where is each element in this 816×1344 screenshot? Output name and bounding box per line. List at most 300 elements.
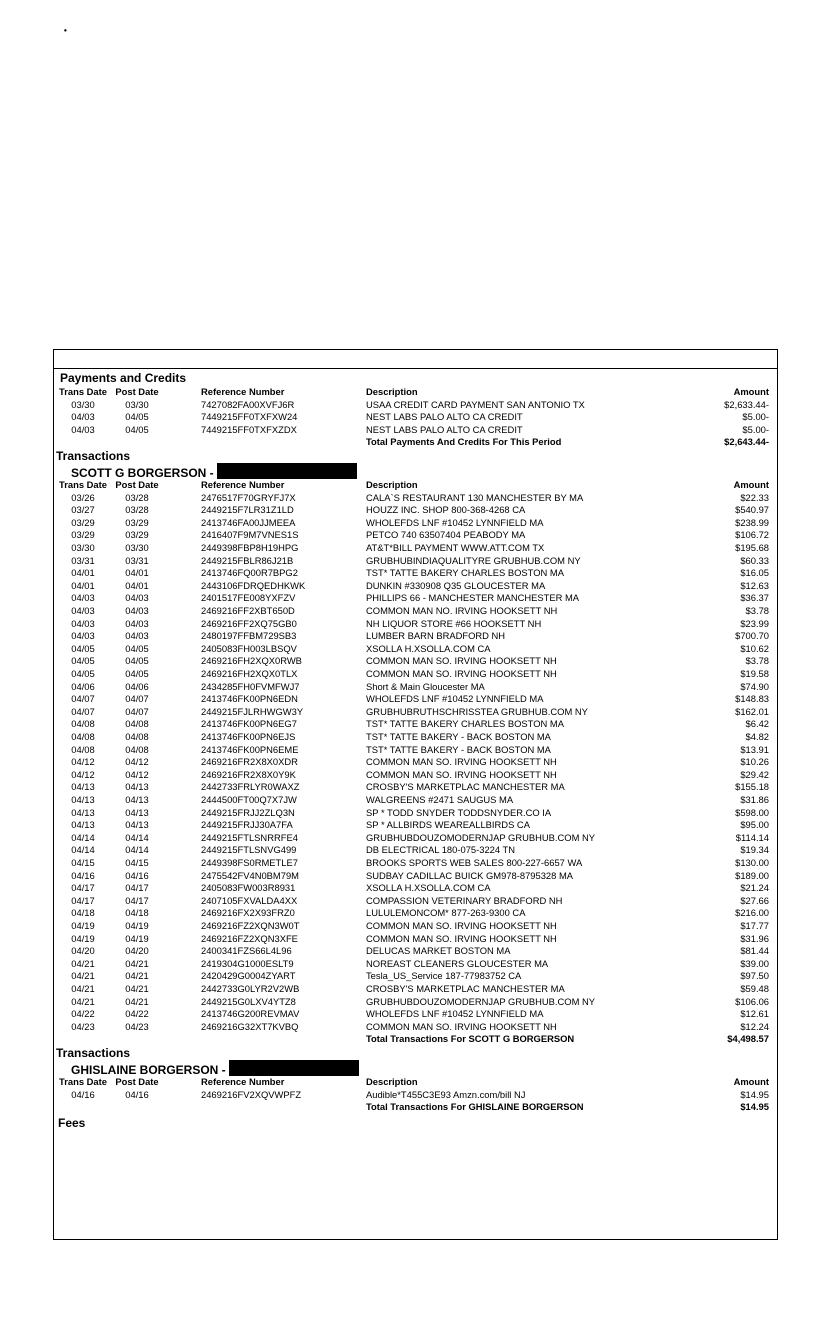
post-date: 04/13 xyxy=(125,819,149,831)
description: SP * TODD SNYDER TODDSNYDER.CO IA xyxy=(366,806,552,818)
amount: $13.91 xyxy=(740,743,769,755)
section-transactions-title: Transactions xyxy=(56,1045,131,1060)
reference-number: 2469216FV2XQVWPFZ xyxy=(201,1088,302,1100)
amount: $10.26 xyxy=(740,756,769,768)
trans-date: 04/03 xyxy=(71,630,95,642)
redaction-block xyxy=(229,1060,359,1076)
reference-number: 2449215G0LXV4YTZ8 xyxy=(201,995,296,1007)
reference-number: 2443106FDRQEDHKWK xyxy=(201,579,306,591)
post-date: 03/29 xyxy=(125,529,149,541)
description: WALGREENS #2471 SAUGUS MA xyxy=(366,793,514,805)
table-row xyxy=(54,705,777,718)
post-date: 03/29 xyxy=(125,516,149,528)
amount: $95.00 xyxy=(740,819,769,831)
reference-number: 2449215FTLSNRRFE4 xyxy=(201,831,298,843)
amount: $238.99 xyxy=(735,516,769,528)
reference-number: Reference Number xyxy=(201,1075,285,1087)
trans-date: 04/20 xyxy=(71,945,95,957)
description: Description xyxy=(366,478,418,490)
description: AT&T*BILL PAYMENT WWW.ATT.COM TX xyxy=(366,541,545,553)
table-row xyxy=(54,528,777,541)
amount: $155.18 xyxy=(735,781,769,793)
reference-number: 2434285FH0FVMFWJ7 xyxy=(201,680,300,692)
amount: $39.00 xyxy=(740,957,769,969)
trans-date: 04/12 xyxy=(71,756,95,768)
description: GRUBHUBDOUZOMODERNJAP GRUBHUB.COM NY xyxy=(366,995,596,1007)
total-amount: $2,643.44- xyxy=(724,436,769,448)
amount: $17.77 xyxy=(740,919,769,931)
description: COMMON MAN SO. IRVING HOOKSETT NH xyxy=(366,768,557,780)
table-row xyxy=(54,591,777,604)
reference-number: 2475542FV4N0BM79M xyxy=(201,869,299,881)
amount: $540.97 xyxy=(735,504,769,516)
description: CROSBY'S MARKETPLAC MANCHESTER MA xyxy=(366,982,565,994)
transactions-table xyxy=(53,349,778,1240)
amount: $5.00- xyxy=(742,423,769,435)
reference-number: 2444500FT00Q7X7JW xyxy=(201,793,297,805)
post-date: 04/22 xyxy=(125,1008,149,1020)
column-header-row xyxy=(54,478,777,491)
reference-number: 2420429G0004ZYART xyxy=(201,970,296,982)
table-row xyxy=(54,692,777,705)
reference-number: 2469216FH2XQX0RWB xyxy=(201,655,302,667)
amount: $14.95 xyxy=(740,1088,769,1100)
trans-date: 04/14 xyxy=(71,844,95,856)
reference-number: 2449398FBP8H19HPG xyxy=(201,541,299,553)
cardholder-name-text: GHISLAINE BORGERSON - xyxy=(71,1062,226,1077)
post-date: 04/05 xyxy=(125,667,149,679)
trans-date: 04/05 xyxy=(71,655,95,667)
table-row xyxy=(54,617,777,630)
table-row xyxy=(54,717,777,730)
amount: $74.90 xyxy=(740,680,769,692)
table-row xyxy=(54,1007,777,1020)
post-date: 04/07 xyxy=(125,705,149,717)
table-row xyxy=(54,410,777,423)
trans-date: 03/30 xyxy=(71,541,95,553)
trans-date: 03/30 xyxy=(71,398,95,410)
post-date: 04/16 xyxy=(125,869,149,881)
post-date: 04/14 xyxy=(125,831,149,843)
table-row xyxy=(54,869,777,882)
table-row xyxy=(54,629,777,642)
total-row xyxy=(54,435,777,448)
post-date: 04/03 xyxy=(125,604,149,616)
post-date: 04/08 xyxy=(125,743,149,755)
trans-date: 04/08 xyxy=(71,743,95,755)
amount: $31.86 xyxy=(740,793,769,805)
amount: $22.33 xyxy=(740,491,769,503)
trans-date: 04/18 xyxy=(71,907,95,919)
table-row xyxy=(54,881,777,894)
trans-date: 04/07 xyxy=(71,705,95,717)
reference-number: 2401517FE008YXFZV xyxy=(201,592,296,604)
description: WHOLEFDS LNF #10452 LYNNFIELD MA xyxy=(366,1008,544,1020)
description: WHOLEFDS LNF #10452 LYNNFIELD MA xyxy=(366,693,544,705)
reference-number: Reference Number xyxy=(201,478,285,490)
trans-date: 04/16 xyxy=(71,1088,95,1100)
table-row xyxy=(54,969,777,982)
reference-number: 2469216FH2XQX0TLX xyxy=(201,667,298,679)
post-date: 04/19 xyxy=(125,919,149,931)
section-fees-title: Fees xyxy=(58,1115,86,1130)
post-date: 04/18 xyxy=(125,907,149,919)
trans-date: 04/03 xyxy=(71,592,95,604)
table-row xyxy=(54,843,777,856)
redaction-block xyxy=(217,463,357,479)
trans-date: 04/21 xyxy=(71,982,95,994)
description: LULULEMONCOM* 877-263-9300 CA xyxy=(366,907,526,919)
post-date: 04/17 xyxy=(125,882,149,894)
post-date: 04/08 xyxy=(125,718,149,730)
amount: $130.00 xyxy=(735,856,769,868)
amount: $106.06 xyxy=(735,995,769,1007)
trans-date: 04/01 xyxy=(71,567,95,579)
trans-date: 04/03 xyxy=(71,617,95,629)
reference-number: 2413746FA00JJMEEA xyxy=(201,516,296,528)
reference-number: 2419304G1000ESLT9 xyxy=(201,957,294,969)
table-row xyxy=(54,743,777,756)
amount: $195.68 xyxy=(735,541,769,553)
reference-number: 2442733FRLYR0WAXZ xyxy=(201,781,300,793)
post-date: 04/12 xyxy=(125,768,149,780)
post-date: Post Date xyxy=(115,478,159,490)
amount: $16.05 xyxy=(740,567,769,579)
amount: $36.37 xyxy=(740,592,769,604)
amount: $598.00 xyxy=(735,806,769,818)
post-date: 03/28 xyxy=(125,491,149,503)
amount: Amount xyxy=(733,386,769,397)
description: TST* TATTE BAKERY CHARLES BOSTON MA xyxy=(366,718,564,730)
cardholder-name-text: SCOTT G BORGERSON - xyxy=(71,465,214,480)
description: SP * ALLBIRDS WEAREALLBIRDS CA xyxy=(366,819,530,831)
section-transactions-title: Transactions xyxy=(56,448,131,463)
table-row xyxy=(54,982,777,995)
table-row xyxy=(54,604,777,617)
post-date: 04/16 xyxy=(125,1088,149,1100)
trans-date: 04/15 xyxy=(71,856,95,868)
table-row xyxy=(54,642,777,655)
reference-number: 2469216FF2XBT650D xyxy=(201,604,295,616)
amount: $27.66 xyxy=(740,894,769,906)
trans-date: 04/03 xyxy=(71,411,95,423)
reference-number: 2416407F9M7VNES1S xyxy=(201,529,299,541)
post-date: Post Date xyxy=(115,386,159,397)
table-row xyxy=(54,491,777,504)
description: Audible*T455C3E93 Amzn.com/bill NJ xyxy=(366,1088,526,1100)
table-row xyxy=(54,1020,777,1033)
description: GRUBHUBINDIAQUALITYRE GRUBHUB.COM NY xyxy=(366,554,581,566)
reference-number: 2449215FRJJ2ZLQ3N xyxy=(201,806,295,818)
trans-date: Trans Date xyxy=(59,478,107,490)
total-amount: $14.95 xyxy=(740,1101,769,1113)
trans-date: 04/12 xyxy=(71,768,95,780)
trans-date: 04/17 xyxy=(71,882,95,894)
trans-date: 04/19 xyxy=(71,932,95,944)
amount: $106.72 xyxy=(735,529,769,541)
amount: $19.58 xyxy=(740,667,769,679)
title-divider xyxy=(54,368,777,369)
reference-number: 2413746FK00PN6EME xyxy=(201,743,299,755)
reference-number: 2449215F7LR31Z1LD xyxy=(201,504,294,516)
trans-date: 04/19 xyxy=(71,919,95,931)
description: TST* TATTE BAKERY - BACK BOSTON MA xyxy=(366,730,551,742)
post-date: 04/03 xyxy=(125,630,149,642)
amount: $114.14 xyxy=(735,831,769,843)
description: COMMON MAN SO. IRVING HOOKSETT NH xyxy=(366,667,557,679)
reference-number: 2413746G200REVMAV xyxy=(201,1008,300,1020)
reference-number: 7449215FF0TXFXW24 xyxy=(201,411,298,423)
amount: $2,633.44- xyxy=(724,398,769,410)
post-date: 04/05 xyxy=(125,642,149,654)
trans-date: 04/07 xyxy=(71,693,95,705)
description: Short & Main Gloucester MA xyxy=(366,680,485,692)
table-row xyxy=(54,957,777,970)
reference-number: 2449215FJLRHWGW3Y xyxy=(201,705,304,717)
post-date: 04/05 xyxy=(125,655,149,667)
table-row xyxy=(54,654,777,667)
trans-date: 03/31 xyxy=(71,554,95,566)
trans-date: 04/14 xyxy=(71,831,95,843)
post-date: 04/20 xyxy=(125,945,149,957)
table-row xyxy=(54,793,777,806)
trans-date: 04/13 xyxy=(71,806,95,818)
reference-number: 2476517F70GRYFJ7X xyxy=(201,491,296,503)
post-date: 04/03 xyxy=(125,617,149,629)
amount: $5.00- xyxy=(742,411,769,423)
amount: $31.96 xyxy=(740,932,769,944)
reference-number: 7427082FA00XVFJ6R xyxy=(201,398,295,410)
description: NH LIQUOR STORE #66 HOOKSETT NH xyxy=(366,617,542,629)
amount: $81.44 xyxy=(740,945,769,957)
amount: Amount xyxy=(733,478,769,490)
post-date: 04/13 xyxy=(125,793,149,805)
trans-date: 03/26 xyxy=(71,491,95,503)
description: HOUZZ INC. SHOP 800-368-4268 CA xyxy=(366,504,526,516)
reference-number: 2469216FR2X8X0XDR xyxy=(201,756,298,768)
trans-date: 04/13 xyxy=(71,819,95,831)
reference-number: 2405083FW003R8931 xyxy=(201,882,296,894)
post-date: 03/30 xyxy=(125,398,149,410)
description: COMMON MAN SO. IRVING HOOKSETT NH xyxy=(366,655,557,667)
table-row xyxy=(54,579,777,592)
post-date: 03/30 xyxy=(125,541,149,553)
trans-date: 04/21 xyxy=(71,957,95,969)
reference-number: 2413746FQ00R7BPG2 xyxy=(201,567,298,579)
trans-date: 04/01 xyxy=(71,579,95,591)
trans-date: 04/23 xyxy=(71,1020,95,1032)
table-row xyxy=(54,541,777,554)
reference-number: 2413746FK00PN6EDN xyxy=(201,693,298,705)
reference-number: 2469216FR2X8X0Y9K xyxy=(201,768,296,780)
table-row xyxy=(54,932,777,945)
reference-number: 2407105FXVALDA4XX xyxy=(201,894,298,906)
description: DB ELECTRICAL 180-075-3224 TN xyxy=(366,844,516,856)
amount: $12.61 xyxy=(740,1008,769,1020)
post-date: 04/03 xyxy=(125,592,149,604)
trans-date: 03/29 xyxy=(71,516,95,528)
amount: $59.48 xyxy=(740,982,769,994)
description: LUMBER BARN BRADFORD NH xyxy=(366,630,506,642)
post-date: 04/21 xyxy=(125,970,149,982)
amount: Amount xyxy=(733,1075,769,1087)
reference-number: 2469216FZ2XQN3W0T xyxy=(201,919,300,931)
reference-number: 2469216FZ2XQN3XFE xyxy=(201,932,298,944)
amount: $29.42 xyxy=(740,768,769,780)
description: XSOLLA H.XSOLLA.COM CA xyxy=(366,642,491,654)
description: COMMON MAN NO. IRVING HOOKSETT NH xyxy=(366,604,558,616)
reference-number: Reference Number xyxy=(201,386,285,397)
description: COMMON MAN SO. IRVING HOOKSETT NH xyxy=(366,919,557,931)
post-date: 04/07 xyxy=(125,693,149,705)
amount: $21.24 xyxy=(740,882,769,894)
reference-number: 2469216G32XT7KVBQ xyxy=(201,1020,299,1032)
reference-number: 2449215FBLR86J21B xyxy=(201,554,294,566)
amount: $216.00 xyxy=(735,907,769,919)
description: BROOKS SPORTS WEB SALES 800-227-6657 WA xyxy=(366,856,583,868)
post-date: 03/31 xyxy=(125,554,149,566)
description: PHILLIPS 66 - MANCHESTER MANCHESTER MA xyxy=(366,592,580,604)
trans-date: 03/27 xyxy=(71,504,95,516)
trans-date: 04/21 xyxy=(71,995,95,1007)
description: CROSBY'S MARKETPLAC MANCHESTER MA xyxy=(366,781,565,793)
reference-number: 2469216FX2X93FRZ0 xyxy=(201,907,295,919)
description: XSOLLA H.XSOLLA.COM CA xyxy=(366,882,491,894)
trans-date: 04/17 xyxy=(71,894,95,906)
amount: $3.78 xyxy=(745,655,769,667)
post-date: 04/01 xyxy=(125,579,149,591)
description: Tesla_US_Service 187-77983752 CA xyxy=(366,970,522,982)
table-row xyxy=(54,503,777,516)
table-row xyxy=(54,818,777,831)
trans-date: 04/08 xyxy=(71,730,95,742)
trans-date: 04/03 xyxy=(71,604,95,616)
post-date: 04/21 xyxy=(125,957,149,969)
amount: $189.00 xyxy=(735,869,769,881)
table-row xyxy=(54,423,777,436)
description: COMMON MAN SO. IRVING HOOKSETT NH xyxy=(366,756,557,768)
table-row xyxy=(54,768,777,781)
description: Description xyxy=(366,1075,418,1087)
column-header-row xyxy=(54,1075,777,1088)
amount: $700.70 xyxy=(735,630,769,642)
amount: $148.83 xyxy=(735,693,769,705)
description: TST* TATTE BAKERY CHARLES BOSTON MA xyxy=(366,567,564,579)
description: Description xyxy=(366,386,418,397)
table-row xyxy=(54,566,777,579)
table-row xyxy=(54,806,777,819)
amount: $12.24 xyxy=(740,1020,769,1032)
description: DELUCAS MARKET BOSTON MA xyxy=(366,945,511,957)
description: NEST LABS PALO ALTO CA CREDIT xyxy=(366,423,523,435)
reference-number: 2469216FF2XQ75GB0 xyxy=(201,617,297,629)
trans-date: 04/21 xyxy=(71,970,95,982)
trans-date: 04/13 xyxy=(71,793,95,805)
section-payments-title: Payments and Credits xyxy=(60,371,187,385)
table-row xyxy=(54,906,777,919)
amount: $3.78 xyxy=(745,604,769,616)
reference-number: 2449215FTLSNVG499 xyxy=(201,844,297,856)
total-row xyxy=(54,1032,777,1045)
trans-date: Trans Date xyxy=(59,1075,107,1087)
post-date: 04/19 xyxy=(125,932,149,944)
table-row xyxy=(54,1088,777,1101)
reference-number: 2413746FK00PN6EG7 xyxy=(201,718,297,730)
reference-number: 2400341FZS66L4L96 xyxy=(201,945,292,957)
table-row xyxy=(54,680,777,693)
reference-number: 2442733G0LYR2V2WB xyxy=(201,982,300,994)
total-label: Total Payments And Credits For This Period xyxy=(366,436,562,448)
post-date: 04/17 xyxy=(125,894,149,906)
total-amount: $4,498.57 xyxy=(727,1033,769,1045)
description: GRUBHUBRUTHSCHRISSTEA GRUBHUB.COM NY xyxy=(366,705,588,717)
description: SUDBAY CADILLAC BUICK GM978-8795328 MA xyxy=(366,869,574,881)
amount: $97.50 xyxy=(740,970,769,982)
table-row xyxy=(54,554,777,567)
total-row xyxy=(54,1100,777,1113)
table-row xyxy=(54,755,777,768)
reference-number: 2480197FFBM729SB3 xyxy=(201,630,297,642)
post-date: 03/28 xyxy=(125,504,149,516)
trans-date: 04/13 xyxy=(71,781,95,793)
trans-date: 04/06 xyxy=(71,680,95,692)
amount: $6.42 xyxy=(745,718,769,730)
column-header-row xyxy=(54,385,777,398)
post-date: 04/05 xyxy=(125,411,149,423)
trans-date: Trans Date xyxy=(59,386,107,397)
post-date: 04/23 xyxy=(125,1020,149,1032)
description: WHOLEFDS LNF #10452 LYNNFIELD MA xyxy=(366,516,544,528)
post-date: 04/13 xyxy=(125,806,149,818)
post-date: 04/15 xyxy=(125,856,149,868)
reference-number: 2405083FH003LBSQV xyxy=(201,642,297,654)
table-row xyxy=(54,667,777,680)
trans-date: 04/03 xyxy=(71,423,95,435)
table-row xyxy=(54,919,777,932)
post-date: Post Date xyxy=(115,1075,159,1087)
reference-number: 2413746FK00PN6EJS xyxy=(201,730,296,742)
description: CALA`S RESTAURANT 130 MANCHESTER BY MA xyxy=(366,491,584,503)
reference-number: 2449398FS0RMETLE7 xyxy=(201,856,298,868)
description: DUNKIN #330908 Q35 GLOUCESTER MA xyxy=(366,579,546,591)
description: PETCO 740 63507404 PEABODY MA xyxy=(366,529,526,541)
post-date: 04/12 xyxy=(125,756,149,768)
amount: $162.01 xyxy=(735,705,769,717)
trans-date: 04/05 xyxy=(71,667,95,679)
description: GRUBHUBDOUZOMODERNJAP GRUBHUB.COM NY xyxy=(366,831,596,843)
amount: $10.62 xyxy=(740,642,769,654)
post-date: 04/21 xyxy=(125,982,149,994)
table-row xyxy=(54,398,777,411)
total-label: Total Transactions For SCOTT G BORGERSON xyxy=(366,1033,575,1045)
trans-date: 03/29 xyxy=(71,529,95,541)
table-row xyxy=(54,730,777,743)
table-row xyxy=(54,780,777,793)
description: NOREAST CLEANERS GLOUCESTER MA xyxy=(366,957,549,969)
amount: $60.33 xyxy=(740,554,769,566)
table-row xyxy=(54,831,777,844)
post-date: 04/05 xyxy=(125,423,149,435)
total-label: Total Transactions For GHISLAINE BORGERSON xyxy=(366,1101,584,1113)
trans-date: 04/16 xyxy=(71,869,95,881)
reference-number: 2449215FRJJ30A7FA xyxy=(201,819,293,831)
description: COMPASSION VETERINARY BRADFORD NH xyxy=(366,894,563,906)
amount: $12.63 xyxy=(740,579,769,591)
post-date: 04/06 xyxy=(125,680,149,692)
description: TST* TATTE BAKERY - BACK BOSTON MA xyxy=(366,743,551,755)
reference-number: 7449215FF0TXFXZDX xyxy=(201,423,297,435)
table-row xyxy=(54,516,777,529)
